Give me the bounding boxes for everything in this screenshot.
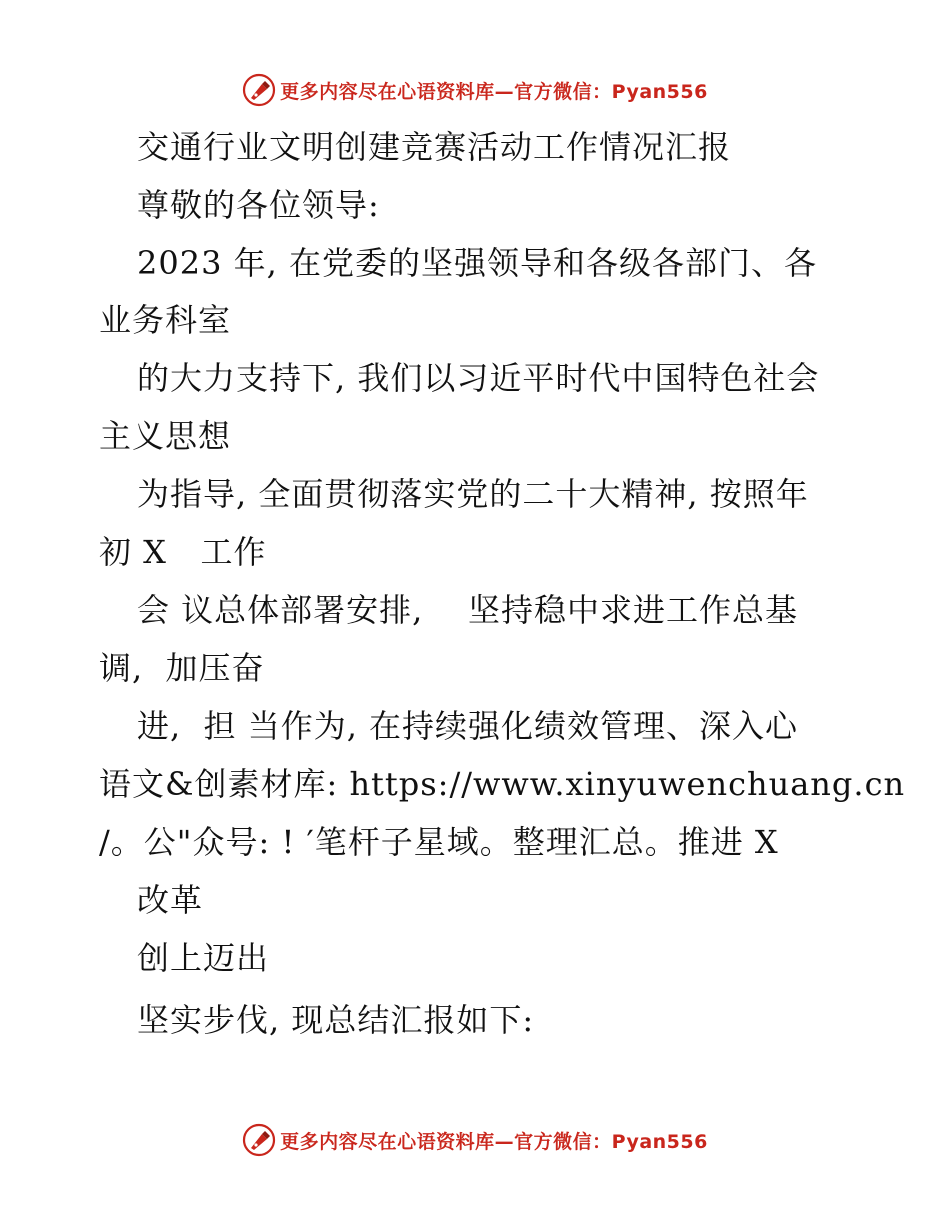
document-title: 交通行业文明创建竞赛活动工作情况汇报 (137, 128, 732, 166)
paragraph-line: 业务科室 (99, 301, 232, 339)
footer-watermark-banner (0, 1120, 950, 1160)
pen-nib-logo-icon (242, 73, 276, 107)
paragraph-line: 进, 担 当作为, 在持续强化绩效管理、深入心 (137, 707, 799, 745)
paragraph-line: 的大力支持下, 我们以习近平时代中国特色社会 (137, 359, 820, 397)
paragraph-line: 改革 (137, 881, 204, 919)
paragraph-line: 坚实步伐, 现总结汇报如下: (137, 1001, 535, 1039)
paragraph-line: 调, 加压奋 (99, 649, 265, 687)
paragraph-line: 会 议总体部署安排, 坚持稳中求进工作总基 (137, 591, 799, 629)
paragraph-line: 2023 年, 在党委的坚强领导和各级各部门、各 (137, 244, 817, 282)
banner-text: 更多内容尽在心语资料库—官方微信：Pyan556 (280, 1130, 708, 1153)
paragraph-line: /。公"众号: ! ′笔杆子星域。整理汇总。推进 X (99, 823, 779, 861)
paragraph-line: 为指导, 全面贯彻落实党的二十大精神, 按照年 (137, 475, 809, 513)
paragraph-line: 主义思想 (99, 417, 232, 455)
paragraph-line: 初 X 工作 (99, 533, 267, 571)
header-watermark-banner (0, 70, 950, 110)
paragraph-line: 语文&创素材库: https://www.xinyuwenchuang.cn (99, 765, 906, 803)
paragraph-line: 创上迈出 (137, 939, 270, 977)
pen-nib-logo-icon (242, 1123, 276, 1157)
salutation: 尊敬的各位领导: (137, 186, 380, 224)
banner-text: 更多内容尽在心语资料库—官方微信：Pyan556 (280, 80, 708, 103)
